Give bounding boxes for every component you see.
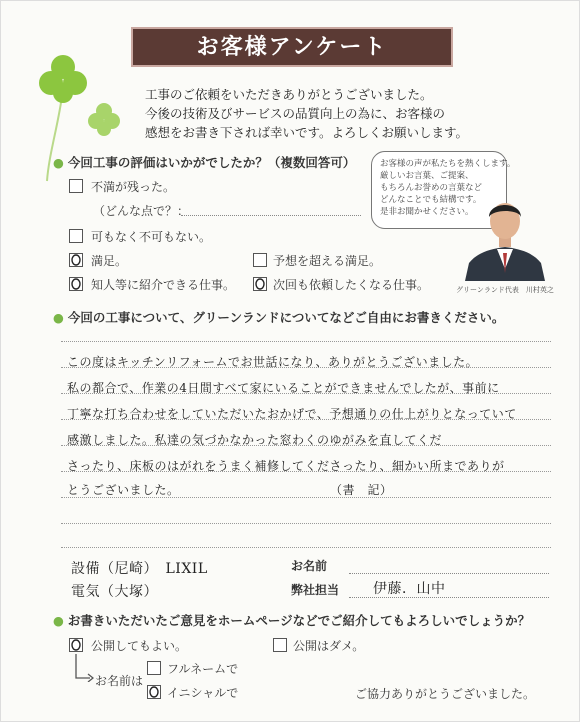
circle-mark-icon bbox=[70, 639, 82, 651]
photo-caption: グリーンランド代表 川村英之 bbox=[456, 286, 554, 294]
staff-field[interactable] bbox=[349, 597, 549, 598]
circle-mark-icon bbox=[70, 254, 82, 266]
checkbox-satisfied[interactable] bbox=[69, 253, 83, 267]
checkbox-fullname[interactable] bbox=[147, 661, 161, 675]
intro-line: 工事のご依頼をいただきありがとうございました。 bbox=[145, 87, 433, 102]
comment-line: この度はキッチンリフォームでお世話になり、ありがとうございました。 bbox=[67, 355, 479, 369]
bullet-icon: ● bbox=[53, 155, 64, 170]
option-where: （どんな点で？： bbox=[93, 204, 190, 218]
thanks-text: ご協力ありがとうございました。 bbox=[355, 687, 536, 701]
intro-line: 今後の技術及びサービスの品質向上の為に、お客様の bbox=[145, 106, 446, 121]
circle-mark-icon bbox=[254, 278, 266, 290]
where-line[interactable] bbox=[181, 215, 361, 216]
page-title: お客様アンケート bbox=[196, 35, 388, 60]
circle-mark-icon bbox=[70, 278, 82, 290]
q3-title-text: お書きいただいたご意見をホームページなどでご紹介してもよろしいでしょうか？ bbox=[67, 613, 531, 628]
checkbox-publish-no[interactable] bbox=[273, 638, 287, 652]
comment-line: さったり、床板のはがれをうまく補修してくださったり、細かい所までありが bbox=[67, 459, 505, 473]
checkbox-recommend[interactable] bbox=[69, 277, 83, 291]
q3-title bbox=[53, 611, 530, 629]
circle-mark-icon bbox=[148, 686, 160, 698]
q2-title bbox=[53, 308, 504, 326]
bubble-line: 厳しいお言葉、ご提案、 bbox=[380, 171, 474, 181]
representative-photo bbox=[459, 189, 551, 281]
handwritten-trade-note: 電気（大塚） bbox=[71, 584, 158, 600]
bubble-line: お客様の声が私たちを熱くします。 bbox=[380, 159, 516, 169]
small-clover-icon bbox=[83, 101, 125, 141]
branch-arrow-icon bbox=[74, 654, 94, 682]
checkbox-publish-ok[interactable] bbox=[69, 638, 83, 652]
name-is-label: お名前は bbox=[95, 674, 144, 688]
title-band bbox=[131, 27, 453, 67]
comment-line: 私の都合で、作業の4日間すべて家にいることができませんでしたが、事前に bbox=[67, 381, 500, 395]
option-again: 次回も依頼したくなる仕事。 bbox=[273, 278, 430, 292]
bubble-line: もちろんお誉めの言葉など bbox=[380, 183, 483, 193]
option-fullname: フルネームで bbox=[167, 662, 239, 676]
writing-line bbox=[61, 341, 551, 342]
checkbox-initials[interactable] bbox=[147, 685, 161, 699]
checkbox-dissatisfied[interactable] bbox=[69, 179, 83, 193]
bullet-icon: ● bbox=[53, 310, 64, 325]
q1-title-text: 今回工事の評価はいかがでしたか？（複数回答可） bbox=[67, 155, 356, 170]
option-publish-no: 公開はダメ。 bbox=[293, 639, 365, 653]
writing-line bbox=[61, 523, 551, 524]
staff-label: 弊社担当 bbox=[291, 583, 340, 597]
bubble-line: どんなことでも結構です。 bbox=[380, 195, 482, 205]
checkbox-exceeded[interactable] bbox=[253, 253, 267, 267]
comment-line: 丁寧な打ち合わせをしていただいたおかげで、予想通りの仕上がりとなっていて bbox=[67, 407, 517, 421]
option-exceeded: 予想を超える満足。 bbox=[273, 254, 382, 268]
name-label: お名前 bbox=[291, 559, 328, 573]
option-neutral: 可もなく不可もない。 bbox=[91, 230, 212, 244]
bullet-icon: ● bbox=[53, 613, 64, 628]
option-recommend: 知人等に紹介できる仕事。 bbox=[91, 278, 236, 292]
comment-line: 感激しました。私達の気づかなかった窓わくのゆがみを直してくだ bbox=[67, 433, 443, 447]
checkbox-again[interactable] bbox=[253, 277, 267, 291]
bubble-line: 是非お聞かせください。 bbox=[380, 207, 474, 217]
option-initials: イニシャルで bbox=[167, 686, 239, 700]
comment-line: とうございました。 （書 記） bbox=[67, 483, 393, 497]
handwritten-trade-note: 設備（尼崎） LIXIL bbox=[71, 561, 208, 577]
staff-value: 伊藤．山中 bbox=[373, 581, 446, 597]
option-satisfied: 満足。 bbox=[91, 254, 128, 268]
q1-title bbox=[53, 153, 355, 171]
intro-text bbox=[145, 85, 535, 142]
intro-line: 感想をお書き下されば幸いです。よろしくお願いします。 bbox=[145, 125, 469, 140]
name-field[interactable] bbox=[349, 573, 549, 574]
option-publish-ok: 公開してもよい。 bbox=[91, 639, 188, 653]
q2-title-text: 今回の工事について、グリーンランドについてなどご自由にお書きください。 bbox=[67, 310, 505, 325]
option-dissatisfied: 不満が残った。 bbox=[91, 180, 176, 194]
writing-line bbox=[61, 547, 551, 548]
checkbox-neutral[interactable] bbox=[69, 229, 83, 243]
